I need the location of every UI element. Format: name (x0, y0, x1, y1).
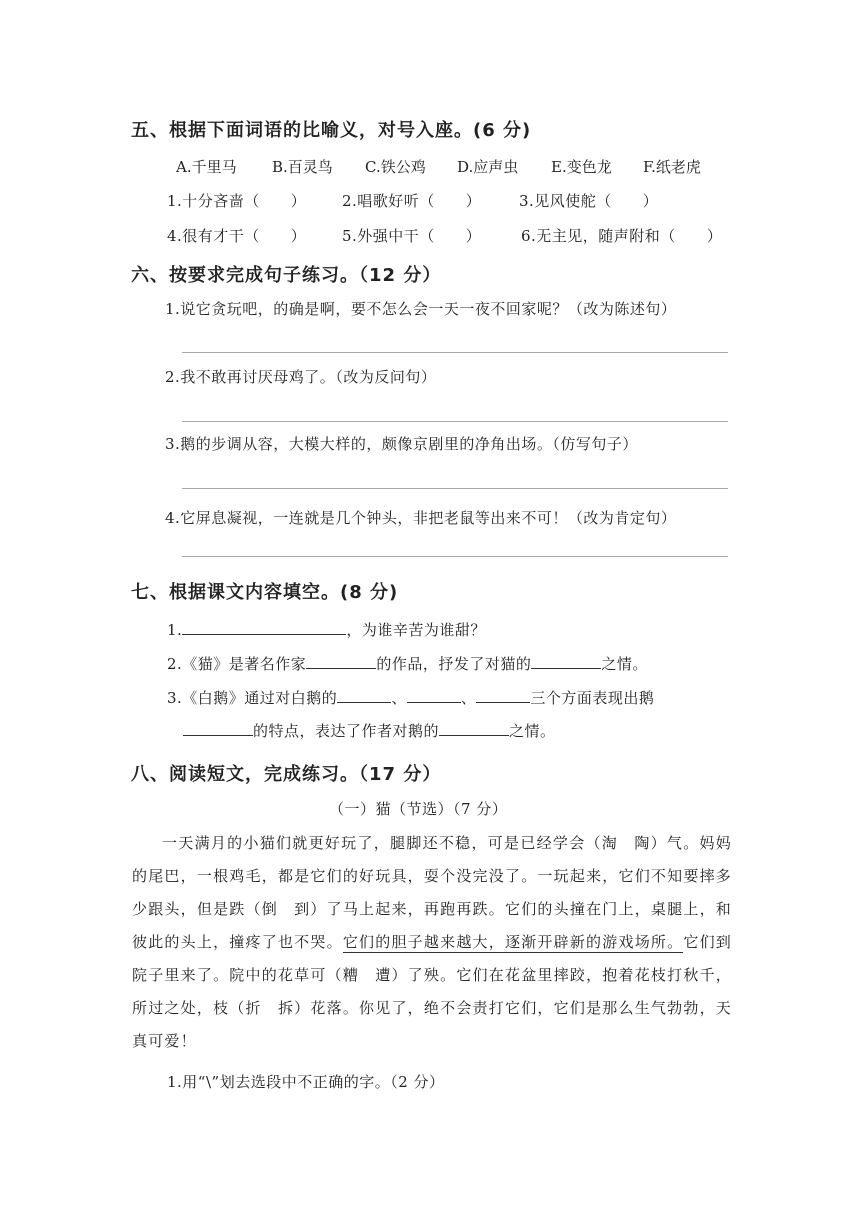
sentence-item-4: 4.它屏息凝视，一连就是几个钟头，非把老鼠等出来不可！（改为肯定句） (165, 509, 677, 527)
fill-item-3-sep-2: 、 (460, 689, 477, 707)
answer-line-4[interactable] (182, 556, 728, 557)
fill-item-1-text: ，为谁辛苦为谁甜？ (346, 621, 486, 639)
fill-blank-2a[interactable] (306, 654, 376, 669)
fill-item-2-part-c: 之情。 (601, 655, 648, 673)
passage-paragraph (132, 827, 732, 1058)
answer-line-1[interactable] (182, 352, 728, 353)
fill-item-2-part-b: 的作品，抒发了对猫的 (376, 655, 532, 673)
match-item-4: 4.很有才干（ ） (167, 227, 307, 245)
sentence-item-1: 1.说它贪玩吧，的确是啊，要不怎么会一天一夜不回家呢？（改为陈述句） (165, 300, 677, 318)
fill-blank-3d[interactable] (183, 721, 253, 736)
section-8-title: 八、阅读短文，完成练习。（17 分） (131, 764, 442, 785)
match-item-6: 6.无主见，随声附和（ ） (521, 227, 723, 245)
passage-text-1: 一天满月的小猫们就更好玩了，腿脚还不稳，可是已经学会（淘 陶）气。妈妈的尾巴，一根鸡毛，都是它们的好玩具，耍个没完没了。一玩起来，它们不知要摔多少跟头，但是跌（倒 到）了马上起来，再跑再跌。它们的头撞在门上，桌腿上，和彼此的头上，撞疼了也不哭。 (132, 834, 732, 951)
match-item-1: 1.十分吝啬（ ） (167, 192, 307, 210)
option-e: E.变色龙 (551, 158, 612, 176)
option-c: C.铁公鸡 (365, 158, 426, 176)
match-item-3: 3.见风使舵（ ） (519, 192, 659, 210)
fill-item-3-cont (183, 720, 556, 741)
section-7-title: 七、根据课文内容填空。(8 分) (131, 582, 399, 603)
fill-blank-3e[interactable] (439, 721, 509, 736)
section-6-title: 六、按要求完成句子练习。（12 分） (131, 265, 442, 286)
section-5-title: 五、根据下面词语的比喻义，对号入座。(6 分) (131, 120, 532, 141)
fill-blank-3a[interactable] (337, 688, 391, 703)
fill-item-1-num: 1. (167, 621, 183, 639)
sentence-item-2: 2.我不敢再讨厌母鸡了。（改为反问句） (165, 368, 437, 386)
fill-blank-3b[interactable] (407, 688, 461, 703)
fill-item-3 (167, 687, 654, 708)
option-a: A.千里马 (176, 158, 237, 176)
option-f: F.纸老虎 (643, 158, 701, 176)
match-item-5: 5.外强中干（ ） (342, 227, 482, 245)
answer-line-2[interactable] (182, 421, 728, 422)
underlined-sentence: 它们的胆子越来越大，逐渐开辟新的游戏场所。 (342, 933, 684, 951)
fill-item-3-part-a: 3.《白鹅》通过对白鹅的 (167, 689, 338, 707)
passage-subtitle: （一）猫（节选）（7 分） (329, 800, 508, 818)
passage-text-2: 它们到院子里来了。院中的花草可（糟 遭）了殃。它们在花盆里摔跤，抱着花枝打秋千，所过之处，枝（折 拆）花落。你见了，绝不会责打它们，它们是那么生气勃勃，天真可爱！ (132, 933, 732, 1050)
option-d: D.应声虫 (457, 158, 519, 176)
fill-blank-2b[interactable] (531, 654, 601, 669)
fill-item-3-sep-1: 、 (391, 689, 407, 707)
reading-question-1: 1.用“\”划去选段中不正确的字。（2 分） (167, 1073, 445, 1091)
fill-item-2 (167, 653, 648, 674)
match-item-2: 2.唱歌好听（ ） (342, 192, 482, 210)
answer-line-3[interactable] (182, 488, 728, 489)
fill-blank-3c[interactable] (476, 688, 530, 703)
fill-item-3-part-d: 之情。 (509, 722, 556, 740)
fill-blank-1[interactable] (182, 620, 346, 635)
option-b: B.百灵鸟 (272, 158, 333, 176)
fill-item-2-part-a: 2.《猫》是著名作家 (167, 655, 307, 673)
fill-item-1 (167, 619, 486, 640)
sentence-item-3: 3.鹅的步调从容，大模大样的，颇像京剧里的净角出场。（仿写句子） (165, 435, 638, 453)
fill-item-3-part-c: 的特点，表达了作者对鹅的 (253, 722, 440, 740)
fill-item-3-part-b: 三个方面表现出鹅 (530, 689, 655, 707)
